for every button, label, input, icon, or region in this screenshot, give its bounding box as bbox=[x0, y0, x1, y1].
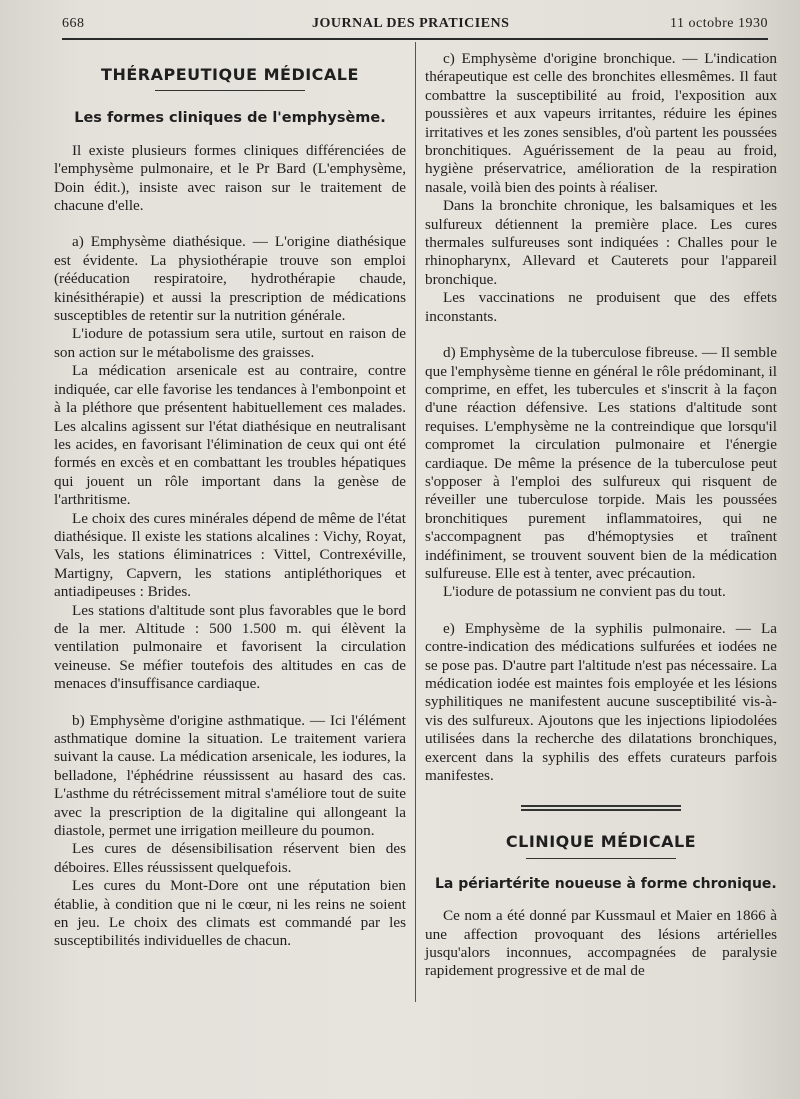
paragraph: d) Emphysème de la tuberculose fibreuse. — Il semble que l'emphysème tienne en général le rôle prédominant, il comprime, en effet, les tubercules et s'inscrit à la façon d'une réaction défensive. Les stations d'altitude sont requises. L'emphysème ne la contreindique que lorsqu'il compromet la circulation pulmonaire et l'énergie cardiaque. De même la présence de la tuberculose peut s'opposer à l'emploi des sulfureux qui risquent de réveiller une tuberculose torpide. Mais les poussées bronchitiques purement inflammatoires, qui ne s'accompagnent pas d'hémoptysies et traînent indéfiniment, se trouvent souvent bien de la médication sulfureuse. Elle est à tenter, avec précaution. bbox=[425, 344, 777, 582]
section-title-clinique: CLINIQUE MÉDICALE bbox=[505, 832, 697, 852]
right-column bbox=[425, 50, 777, 981]
page-header bbox=[62, 16, 768, 36]
paragraph: Ce nom a été donné par Kussmaul et Maier en 1866 à une affection provoquant des lésions artérielles jusqu'alors inconnues, accompagnées de paralysie rapidement progressive et de mal de bbox=[425, 907, 777, 980]
paragraph: Les vaccinations ne produisent que des effets inconstants. bbox=[425, 289, 777, 325]
left-column bbox=[54, 58, 406, 951]
section-title-therapeutique: THÉRAPEUTIQUE MÉDICALE bbox=[101, 65, 359, 84]
paragraph: Les cures du Mont-Dore ont une réputation bien établie, à condition que ni le cœur, ni les reins ne soient en jeu. Le choix des climats est commandé par les susceptibilités individuelles de chacun. bbox=[54, 877, 406, 950]
paragraph: a) Emphysème diathésique. — L'origine diathésique est évidente. La physiothérapie trouve son emploi (rééducation respiratoire, hydrothérapie chaude, kinésithérapie) et aussi la prescription de médications susceptibles de retentir sur la nutrition générale. bbox=[54, 233, 406, 325]
paragraph: e) Emphysème de la syphilis pulmonaire. — La contre-indication des médications sulfurées et iodées ne se pose pas. D'autre part l'altitude n'est pas nécessaire. La médication iodée est maintes fois employée et les lésions syphilitiques ne manifestent aucune susceptibilité vis-à-vis des sulfureux. Ajoutons que les injections lipiodolées utilisées dans la recherche des dilatations bronchiques, exercent dans la syphilis des effets curateurs parfois manifestes. bbox=[425, 619, 777, 785]
paragraph: Le choix des cures minérales dépend de même de l'état diathésique. Il existe les stations alcalines : Vichy, Royat, Vals, les stations éliminatrices : Vittel, Contrexéville, Martigny, Capvern, les stations antipléthoriques et antiadipeuses : Brides. bbox=[54, 509, 406, 601]
column-divider bbox=[415, 42, 416, 1002]
article-title-emphyseme: Les formes cliniques de l'emphysème. bbox=[74, 110, 386, 127]
paragraph: Les stations d'altitude sont plus favorables que le bord de la mer. Altitude : 500 1.500 m. qui élèvent la ventilation pulmonaire et favorisent la circulation veineuse. Se méfier toutefois des altitudes en cas de menaces d'insuffisance cardiaque. bbox=[54, 601, 406, 693]
section-separator bbox=[521, 805, 681, 811]
paragraph: Dans la bronchite chronique, les balsamiques et les sulfureux détiennent la première place. Les cures thermales sulfureuses sont indiquées : Challes pour le rhinopharynx, Allevard et Cauterets pour l'appareil bronchique. bbox=[425, 197, 777, 288]
journal-title: JOURNAL DES PRATICIENS bbox=[312, 16, 510, 31]
article-title-periarterite: La périartérite noueuse à forme chronique. bbox=[435, 875, 777, 892]
paragraph: b) Emphysème d'origine asthmatique. — Ici l'élément asthmatique domine la situation. Le traitement variera suivant la cause. La médication arsenicale, les iodures, la belladone, l'éphédrine réussissent au hasard des cas. L'asthme du rétrécissement mitral s'améliore tout de suite avec la prescription de la digitaline qui allongeant la diastole, permet une irrigation meilleure du poumon. bbox=[54, 711, 406, 840]
section-rule bbox=[155, 90, 305, 91]
paragraph: L'iodure de potassium ne convient pas du tout. bbox=[443, 583, 726, 601]
section-rule bbox=[526, 858, 676, 859]
paragraph: Il existe plusieurs formes cliniques différenciées de l'emphysème pulmonaire, et le Pr Bard (L'emphysème, Doin édit.), insiste avec raison sur le traitement de chacune d'elle. bbox=[54, 141, 406, 215]
header-rule bbox=[62, 38, 768, 40]
page-number: 668 bbox=[62, 16, 85, 31]
paragraph: La médication arsenicale est au contraire, contre indiquée, car elle favorise les tendances à l'embonpoint et à la pléthore que présentent habituellement ces malades. Les alcalins agissent sur l'état diathésique en neutralisant les acides, en favorisant l'élimination de ceux qui ont été formés en excès et en combattant les troubles hépatiques qui jouent un rôle important dans la genèse de l'arthritisme. bbox=[54, 362, 406, 509]
paragraph: L'iodure de potassium sera utile, surtout en raison de son action sur le métabolisme des graisses. bbox=[54, 325, 406, 361]
paragraph: Les cures de désensibilisation réservent bien des déboires. Elles réussissent quelquefois. bbox=[54, 840, 406, 876]
issue-date: 11 octobre 1930 bbox=[670, 16, 768, 31]
paragraph: c) Emphysème d'origine bronchique. — L'indication thérapeutique est celle des bronchites ellesmêmes. Il faut combattre la susceptibilité au froid, l'exposition aux poussières et aux vapeurs irritantes, réduire les épines irritatives et les zones sensibles, d'où partent les poussées bronchitiques. Aguérissement de la peau au froid, hygiène préservatrice, amélioration de la respiration nasale, voilà bien des points à réaliser. bbox=[425, 50, 777, 196]
